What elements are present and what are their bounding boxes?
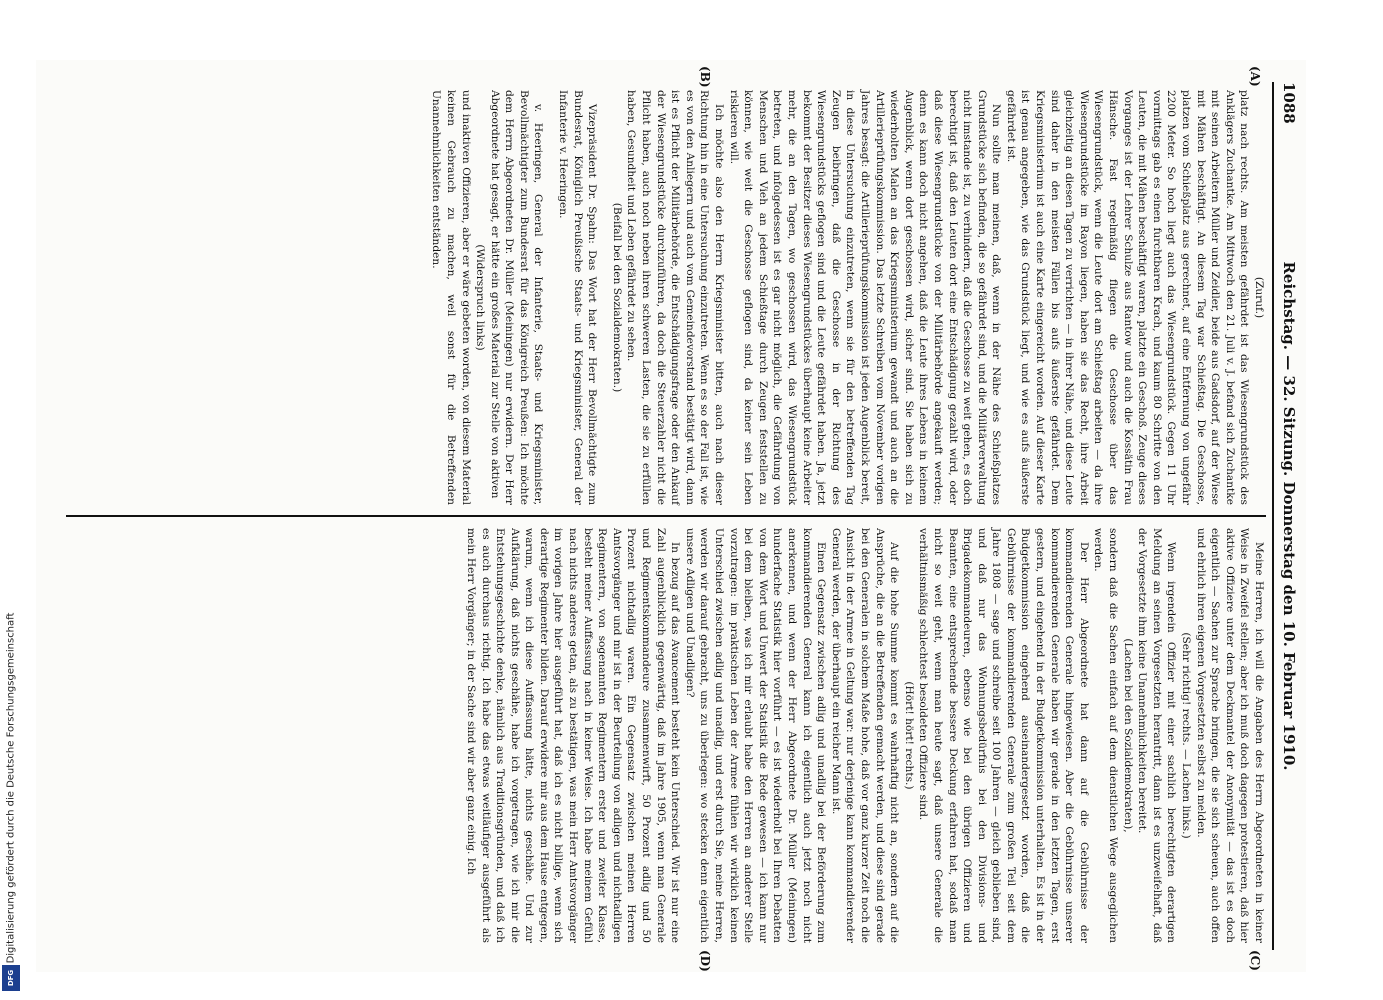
speaker-paragraph: v. Heeringen, General der Infanterie, Staats- und Kriegsminister, Bevollmächtigter zum Bundesrat für das Königreich Preußen: Ich möchte dem Herrn Abgeordneten Dr. Müller (Meiningen) nur erwidern. Der Herr Abgeordnete hat gesagt, er hätte ein großes Material zur Stelle von aktiven xyxy=(488,90,545,505)
paragraph: In bezug auf das Avancement besteht kein Unterschied. Wir ist nur eine Zahl augenblicklich gegenwärtig, daß im Jahre 1905, wenn man Generale und Regimentskommandeure zusammenwirft, 50 Prozent adlig und 50 Prozent nichtadlig waren. Ein Gegensatz zwischen meinen Herren Amtsvorgänger und mir ist in der Beurteilung von adligen und nichtadligen Regimentern, von sogenannten Regimentern erster und zweiter Klasse, besteht meiner Auffassung nach in keiner Weise. Ich habe meinem Gefühl nach nichts anderes getan, als zu bestätigen, was mein Herr Amtsvorgänger im vorigen Jahre hier ausgeführt hat, daß ich es nicht billige, wenn sich derartige Regimenter bilden. Darauf erwidere mir aus dem Hause entgegen, warum, wenn ich diese Auffassung hätte, nichts geschähe. Und zur Aufklärung, daß nichts geschähe, habe ich vorgetragen, wie ich mir die Entstehungsgeschichte denke, nämlich aus Traditionsgründen, und daß ich es auch durchaus richtig. Ich habe das etwas weitläufiger ausgeführt als mein Herr Vorgänger; in der Sache sind wir aber ganz einig. Ich xyxy=(464,528,682,943)
interjection: (Widerspruch links) xyxy=(474,244,487,351)
page-number: 1088 xyxy=(1280,82,1298,124)
paragraph: Nun sollte man meinen, daß, wenn in der Nähe des Schießplatzes Grundstücke sich befinden, die so gefährdet sind, und die Militärverwaltung nicht imstande ist, zu verhindern, daß die Geschosse zu weit gehen, es doch berechtigt ist, daß den Leuten dort eine Entschädigung gezahlt wird, oder daß diese Wiesengrundstücke von der Militärbehörde angekauft werden; denn es kann doch nicht angehen, daß die Leute ihres Lebens in keinem Augenblick, wenn dort geschossen wird, sicher sind. Sie haben sich zu wiederholten Malen an das Kriegsministerium gewandt und auch an die Artillerieprüfungskommission. Das letzte Schreiben vom November vorigen Jahres besagt: die Artillerieprüfungskommission ist jeden Augenblick bereit, in diese Untersuchung einzutreten, wenn sie für den betreffenden Tag Zeugen beibringen, daß die Geschosse in der Richtung des Wiesengrundstücks geflogen sind und die Leute gefährdet haben. Ja, jetzt bekommt der Besitzer dieses Wiesengrundstückes überhaupt keine Arbeiter mehr, die an den Tagen, wo geschossen wird, das Wiesengrundstück betreten, und infolgedessen ist es gar nicht möglich, die Gefährdung von Menschen und Vieh an jedem Schießtage durch Zeugen feststellen zu können, wie weit die Geschosse geflogen sind, da keiner sein Leben riskieren will. xyxy=(727,90,1003,505)
page-header xyxy=(1276,82,1298,950)
interjection: (Hört! hört! rechts.) xyxy=(902,681,915,790)
margin-marker-b: (B) xyxy=(698,66,712,88)
credit-text: Digitalisierung gefördert durch die Deutsche Forschungsgemeinschaft xyxy=(5,612,17,964)
scanned-page xyxy=(36,60,1306,972)
rotated-page-content xyxy=(36,60,1306,972)
column-divider xyxy=(66,515,1266,517)
interjection: (Zuruf.) xyxy=(1253,276,1265,319)
header-rule xyxy=(1272,82,1274,950)
paragraph: Ich möchte also den Herrn Kriegsminister bitten, auch nach dieser Richtung hin in eine Untersuchung einzutreten. Wenn es so der Fall ist, wie es von den Anliegern und auch vom Gemeindevorstand bestätigt wird, dann ist es Pflicht der Militärbehörde, die Entschädigungsfrage oder den Ankauf der Wiesengrundstücke durchzuführen, da doch die Steuerzahler nicht die Pflicht haben, auch noch neben ihren schweren Lasten, die sie zu erfüllen haben, Gesundheit und Leben gefährdet zu sehen. xyxy=(625,90,726,505)
page-title: Reichstag. — 32. Sitzung. Donnerstag den 10. Februar 1910. xyxy=(1280,261,1298,771)
paragraph: und inaktiven Offizieren, aber er wäre gebeten worden, von diesem Material keinen Gebrauch zu machen, weil sonst für die Betreffenden Unannehmlichkeiten entständen. xyxy=(430,90,472,505)
interjection: (Beifall bei den Sozialdemokraten.) xyxy=(610,202,623,393)
dfg-logo xyxy=(2,965,20,991)
dfg-logo-text: DFG xyxy=(7,969,15,987)
interjection: (Sehr richtig! rechts. — Lachen links.) xyxy=(1180,632,1193,839)
margin-marker-d: (D) xyxy=(698,950,712,972)
interjection: (Lachen bei den Sozialdemokraten), xyxy=(1121,638,1134,833)
paragraph: Der Herr Abgeordnete hat dann auf die Gebührnisse der kommandierenden Generale hingewiesen. Aber die Gebührnisse unserer kommandierenden Generale haben wir gerade in den letzten Tagen, erst gestern, und eingehend in der Budgetkommission unterhalten. Es ist in der Budgetkommission eingehend auseinandergesetzt worden, daß die Gebührnisse der kommandierenden Generale zum großen Teil seit dem Jahre 1808 — sage und schreibe seit 100 Jahren — gleich geblieben sind, und daß nur das Wohnungsbedürfnis bei den Divisions- und Brigadekommandeuren, ebenso wie bei den übrigen Offizieren und Beamten, eine entsprechende bessere Deckung erfahren hat, sodaß man nicht so weit geht, wenn man heute sagt, daß unsere Generale die verhältnismäßig schlechtest besoldeten Offiziere sind. xyxy=(917,528,1090,943)
paragraph: sondern daß die Sachen einfach auf dem dienstlichen Wege ausgeglichen werden. xyxy=(1092,528,1120,943)
paragraph: Auf die hohe Summe kommt es wahrhaftig nicht an, sondern auf die Ansprüche, die an die Betreffenden gemacht werden, und diese sind gerade bei den Generalen in solchem Maße hohe, daß vor ganz kurzer Zeit noch die Ansicht in der Armee in Geltung war: nur derjenige kann kommandierender General werden, der überhaupt ein reicher Mann ist. xyxy=(829,528,901,943)
left-column xyxy=(429,90,1266,505)
paragraph: Wenn irgendein Offizier mit einer sachlich berechtigten derartigen Meldung an seinen Vorgesetzten herantritt, dann ist es unzweifelhaft, daß der Vorgesetzte ihm keine Unannehmlichkeiten bereitet. xyxy=(1136,528,1178,943)
margin-marker-a: (A) xyxy=(1248,66,1262,87)
digitization-credit xyxy=(4,580,18,996)
speaker-paragraph: Vizepräsident Dr. Spahn: Das Wort hat der Herr Bevollmächtigte zum Bundesrat, Königlich Preußische Staats- und Kriegsminister, General der Infanterie v. Heeringen. xyxy=(557,90,599,505)
margin-marker-c: (C) xyxy=(1248,950,1262,971)
paragraph: Meine Herren, ich will die Angaben des Herrn Abgeordneten in keiner Weise in Zweifel stellen; aber ich muß doch dagegen protestieren, daß hier aktive Offiziere unter dem Deckmantel der Anonymität — das ist es doch eigentlich — Sachen zur Sprache bringen, die sie sich scheuen, auch offen und ehrlich ihren eigenen Vorgesetzten selbst zu melden. xyxy=(1194,528,1265,943)
paragraph: platz nach rechts. Am meisten gefährdet ist das Wiesengrundstück des Anklägers Zuchantke. Am Mittwoch den 21. Juli v. J. befand sich Zuchantke mit seinen Arbeitern Müller und Zeidler, beide aus Gadsdorf, auf der Wiese mit Mähen beschäftigt. An diesem Tag war Schießtag. Die Geschosse, platzen vom Schießplatz aus gerechnet, auf eine Entfernung von ungefähr 2200 Meter. So hoch liegt auch das Wiesengrundstück. Gegen 11 Uhr vormittags gab es einen furchtbaren Krach, und kaum 80 Schritte von den Leuten, die mit Mähen beschäftigt waren, platzte ein Geschoß. Zeuge dieses Vorganges ist der Lehrer Schulze aus Rantow und auch die Kossätin Frau Hänsche. Fast regelmäßig fliegen die Geschosse über das Wiesengrundstück, wenn die Leute dort am Schießtag arbeiten — da ihre Wiesengrundstücke im Rayon liegen, haben sie das Recht, ihre Arbeit gleichzeitig an diesen Tagen zu verrichten — in ihrer Nähe, und diese Leute sind daher in den meisten Fällen bis aufs äußerste gefährdet. Dem Kriegsministerium ist auch eine Karte eingereicht worden. Auf dieser Karte ist genau angegeben, wie das Grundstück liegt, und wie es aufs äußerste gefährdet ist. xyxy=(1004,90,1251,505)
paragraph: Einen Gegensatz zwischen adlig und unadlig bei der Beförderung zum kommandierenden General kann ich eigentlich auch jetzt noch nicht anerkennen, und wenn der Herr Abgeordnete Dr. Müller (Meiningen) hunderfache Statistik hier vorführt — es ist wiederholt bei Ihren Debatten von dem Wort und Unwert der Statistik die Rede gewesen — ich kann nur bei dem bleiben, was ich mir erlaubt habe den Herren an anderer Stelle vorzutragen: im praktischen Leben der Armee fühlen wir wirklich keinen Unterschied zwischen adlig und unadlig, und erst durch Sie, meine Herren, werden wir darauf gebracht, uns zu überlegen: wo stecken denn eigentlich unsere Adligen und Unadligen? xyxy=(683,528,828,943)
right-column xyxy=(463,528,1266,943)
